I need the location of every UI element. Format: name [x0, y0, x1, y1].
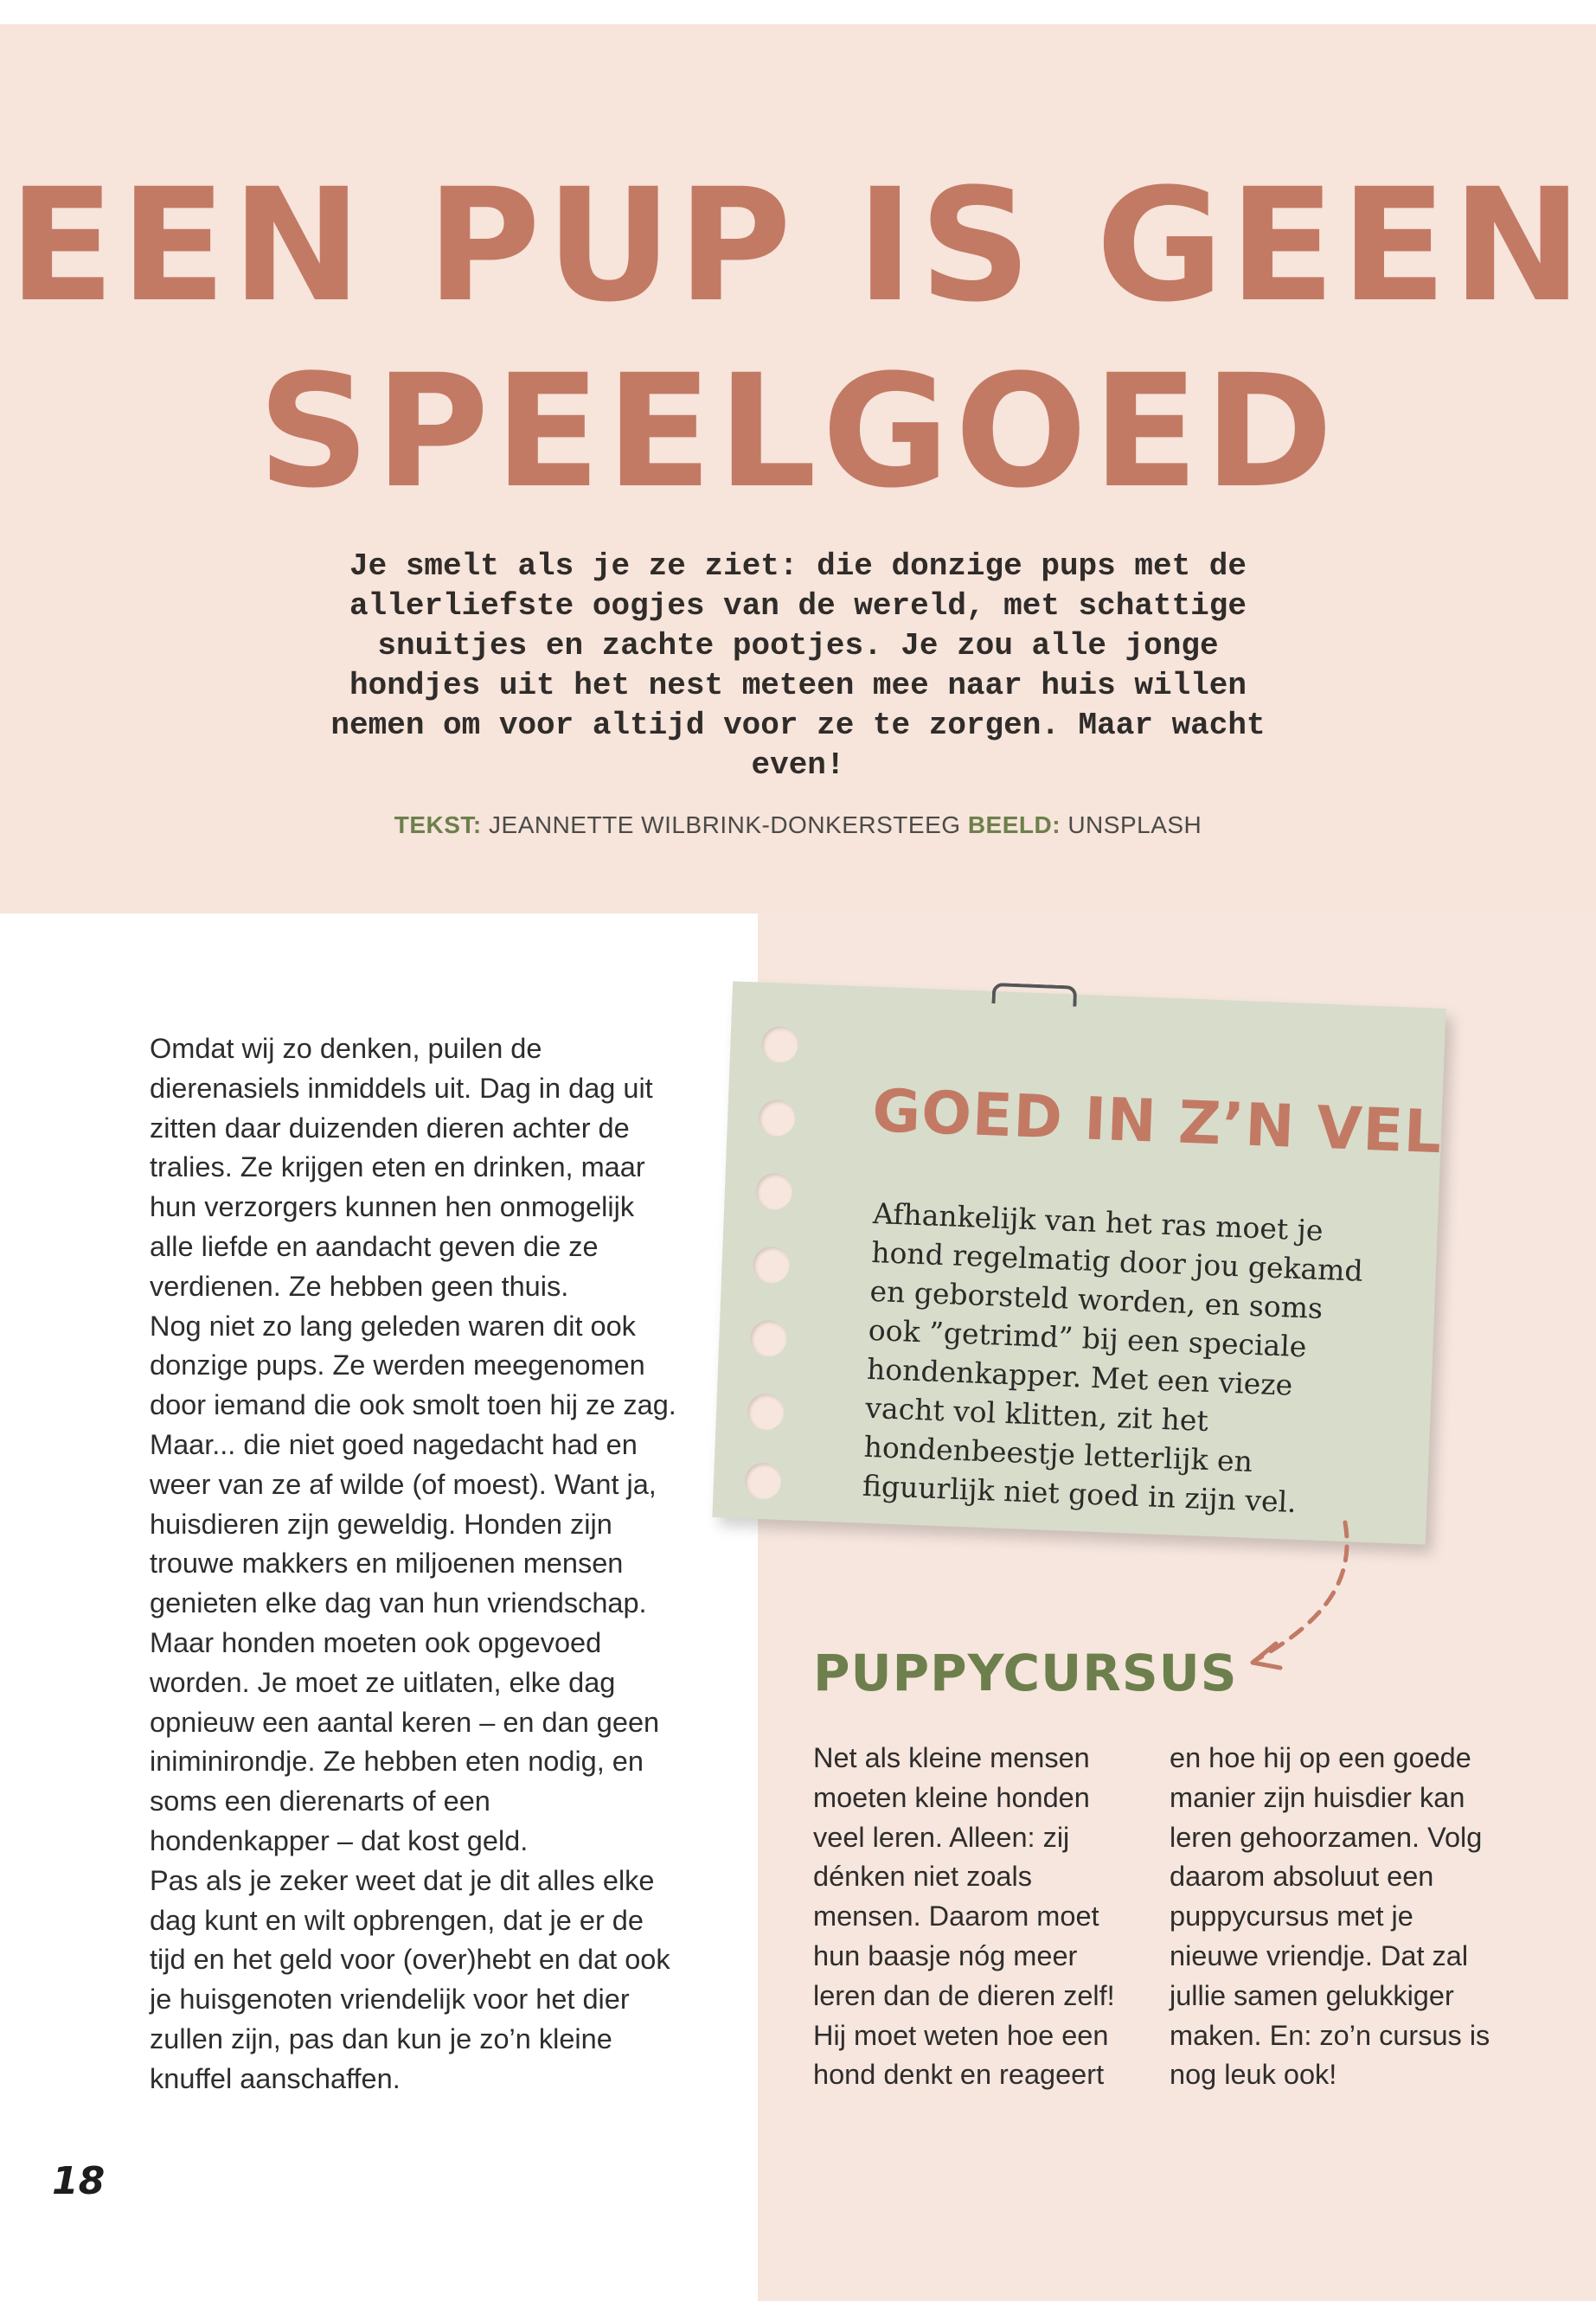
credit-image-label: BEELD: [967, 811, 1061, 838]
dashed-arrow-icon [1237, 1514, 1367, 1687]
puppycursus-column-1: Net als kleine mensen moeten kleine honden veel leren. Alleen: zij dénken niet zoals mensen. Daarom moet hun baasje nóg meer leren dan de dieren zelf! Hij moet weten hoe een hond denkt en reageert [813, 1742, 1115, 2091]
main-article-body [150, 1029, 677, 2099]
binder-hole-icon [758, 1099, 796, 1138]
article-paragraph-1: Omdat wij zo denken, puilen de dierenasiels inmiddels uit. Dag in dag uit zitten daar duizenden dieren achter de tralies. Ze krijgen eten en drinken, maar hun verzorgers kunnen hen onmogelijk alle liefde en aandacht geven die ze verdienen. Ze hebben geen thuis. [150, 1033, 653, 1302]
puppycursus-title: PUPPYCURSUS [813, 1644, 1238, 1702]
credit-text-label: TEKST: [394, 811, 482, 838]
page-title-line2: SPEELGOED [257, 342, 1339, 522]
page-title-line1: EEN PUP IS GEEN [8, 156, 1588, 336]
note-text: Afhankelijk van het ras moet je hond regelmatig door jou gekamd en geborsteld worden, en soms ook ”getrimd” bij een speciale hondenkapper. Met een vieze vacht vol klitten, zit het hondenbeestje letterlijk en figuurlijk niet goed in zijn vel. [862, 1195, 1364, 1520]
binder-hole-icon [744, 1462, 782, 1500]
article-paragraph-3: Pas als je zeker weet dat je dit alles elke dag kunt en wilt opbrengen, dat je er de tijd en het geld voor (over)hebt en dat ook je huisgenoten vriendelijk voor het dier zullen zijn, pas dan kun je zo’n kleine knuffel aanschaffen. [150, 1864, 670, 2094]
credit-text-value: JEANNETTE WILBRINK-DONKERSTEEG [489, 811, 961, 838]
binder-hole-icon [761, 1026, 799, 1064]
puppycursus-column-2: en hoe hij op een goede manier zijn huisdier kan leren gehoorzamen. Volg daarom absoluut een puppycursus met je nieuwe vriendje. Dat zal jullie samen gelukkiger maken. En: zo’n cursus is nog leuk ook! [1170, 1742, 1490, 2091]
binder-hole-icon [753, 1247, 791, 1285]
article-paragraph-2: Nog niet zo lang geleden waren dit ook donzige pups. Ze werden meegenomen door iemand die ook smolt toen hij ze zag. Maar... die niet goed nagedacht had en weer van ze af wilde (of moest). Want ja, huisdieren zijn geweldig. Honden zijn trouwe makkers en miljoenen mensen genieten elke dag van hun vriendschap. Maar honden moeten ook opgevoed worden. Je moet ze uitlaten, elke dag opnieuw een aantal keren – en dan geen iniminirondje. Ze hebben eten nodig, en soms een dierenarts of een hondenkapper – dat kost geld. [150, 1310, 676, 1856]
paperclip-icon [991, 983, 1077, 1007]
binder-hole-icon [755, 1173, 793, 1211]
page-number: 18 [52, 2159, 106, 2203]
note-title: GOED IN Z’N VEL [870, 1077, 1444, 1168]
credits-line [0, 811, 1596, 839]
intro-text: Je smelt als je ze ziet: die donzige pups met de allerliefste oogjes van de wereld, met schattige snuitjes en zachte pootjes. Je zou alle jonge hondjes uit het nest meteen mee naar huis willen nemen om voor altijd voor ze te zorgen. Maar wacht even! [330, 548, 1266, 783]
binder-hole-icon [747, 1393, 785, 1431]
credit-image-value: UNSPLASH [1067, 811, 1202, 838]
binder-hole-icon [750, 1319, 788, 1357]
